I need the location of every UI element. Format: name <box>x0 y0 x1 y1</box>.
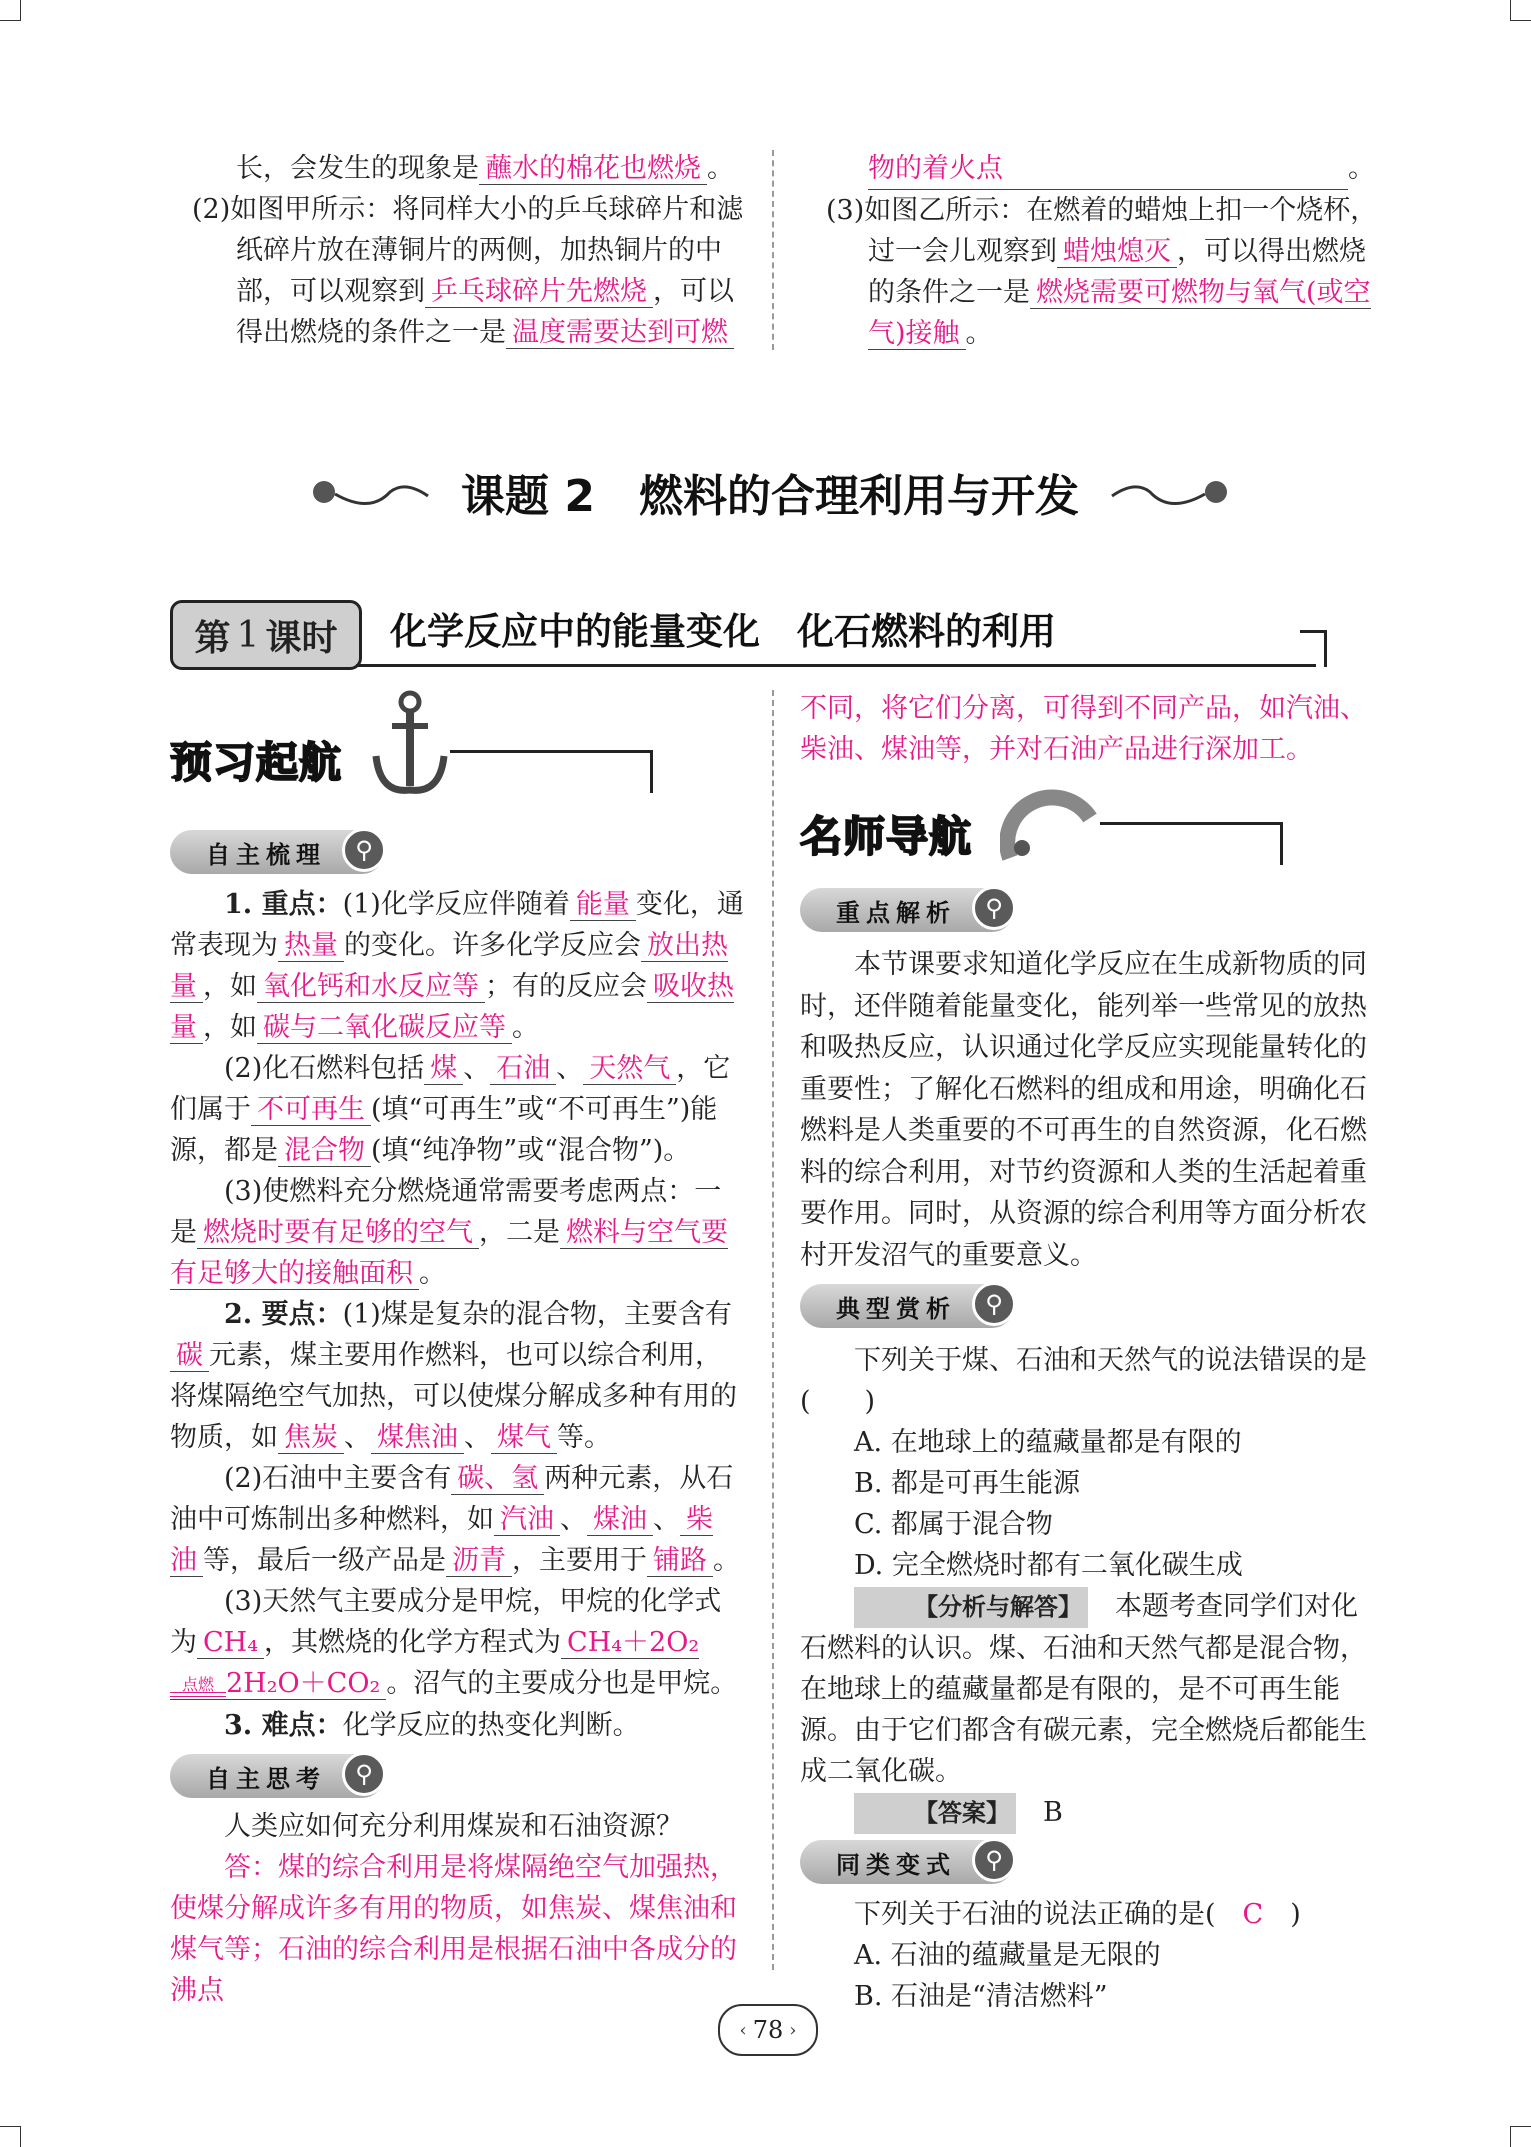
crop-mark <box>0 2126 21 2147</box>
example-question: 下列关于煤、石油和天然气的说法错误的是( ) <box>800 1345 1367 1417</box>
example-option-a: A. 在地球上的蕴藏量都是有限的 <box>854 1427 1242 1458</box>
magnifier-icon: ⚲ <box>972 886 1016 930</box>
page-number: 78 <box>752 2016 784 2044</box>
answer-blank: 燃烧需要可燃物与氧气(或空气)接触 <box>868 277 1371 349</box>
main-point-3: (3)天然气主要成分是甲烷，甲烷的化学式为 CH₄ ，其燃烧的化学方程式为 CH₄＋2O₂点燃 2H₂O＋CO₂ 。沼气的主要成分也是甲烷。 <box>170 1586 738 1699</box>
pill-example: 典型赏析 ⚲ <box>800 1284 1014 1328</box>
key-analysis-text: 本节课要求知道化学反应在生成新物质的同时，还伴随着能量变化，能列举一些常见的放热和吸热反应，认识通过化学反应实现能量转化的重要性；了解化石燃料的组成和用途，明确化石燃料是人类重要的不可再生的自然资源，化石燃料的综合利用，对节约资源和人类的生活起着重要作用。同时，从资源的综合利用等方面分析农村开发沼气的重要意义。 <box>800 949 1367 1271</box>
chevron-left-icon: ‹ <box>739 2019 747 2041</box>
answer-tag: 【答案】 <box>854 1793 1016 1834</box>
pill-self-review: 自主梳理 ⚲ <box>170 830 384 874</box>
magnifier-icon: ⚲ <box>972 1282 1016 1326</box>
badge-frame <box>450 750 653 793</box>
column-divider-top <box>772 150 774 350</box>
crop-mark <box>1510 2126 1531 2147</box>
lesson-title: 课题 2 燃料的合理利用与开发 <box>461 471 1079 522</box>
answer-blank: 乒乓球碎片先燃烧 <box>425 276 653 308</box>
question-2: (2)如图甲所示：将同样大小的乒乓球碎片和滤纸碎片放在薄铜片的两侧，加热铜片的中部，可以观察到 乒乓球碎片先燃烧 ，可以得出燃烧的条件之一是 温度需要达到可燃 <box>192 194 744 348</box>
pill-self-review-wrap <box>170 820 744 884</box>
preview-badge-area <box>170 690 744 820</box>
crop-mark <box>0 0 21 21</box>
pill-self-think-wrap <box>170 1746 744 1806</box>
column-divider-main <box>772 690 774 1970</box>
analysis-tag: 【分析与解答】 <box>854 1587 1088 1628</box>
lesson-title-bar <box>310 460 1230 534</box>
preview-badge: 预习起航 <box>170 738 343 787</box>
page-number-badge <box>718 2004 818 2056</box>
answer-blank: 温度需要达到可燃 <box>506 317 734 349</box>
section-corner <box>1300 630 1327 667</box>
guide-badge: 名师导航 <box>800 812 973 861</box>
main-point-2: (2)石油中主要含有 碳、氢 两种元素，从石油中可炼制出多种燃料，如 汽油 、 煤油 、 柴油 等，最后一级产品是 沥青 ，主要用于 铺路 。 <box>170 1463 740 1576</box>
pill-key-analysis-wrap <box>800 880 1374 944</box>
section-header <box>170 600 1340 672</box>
top-left-line1: 长，会发生的现象是 蘸水的棉花也燃烧 。 <box>236 153 734 184</box>
magnifier-icon: ⚲ <box>342 828 386 872</box>
gauge-icon <box>1000 778 1100 868</box>
example-option-c: C. 都属于混合物 <box>854 1509 1053 1540</box>
think-answer: 答：煤的综合利用是将煤隔绝空气加强热，使煤分解成许多有用的物质，如焦炭、煤焦油和煤气等；石油的综合利用是根据石油中各成分的沸点 <box>170 1852 737 2006</box>
variant-question: 下列关于石油的说法正确的是( C ) <box>854 1899 1301 1930</box>
key-point-3: (3)使燃料充分燃烧通常需要考虑两点：一是 燃烧时要有足够的空气 ，二是 燃料与空气要有足够大的接触面积 。 <box>170 1176 728 1289</box>
main-point-1: 2. 要点：(1)煤是复杂的混合物，主要含有碳 元素，煤主要用作燃料，也可以综合利用，将煤隔绝空气加热，可以使煤分解成多种有用的物质，如 焦炭 、 煤焦油 、 煤气 等。 <box>170 1299 737 1453</box>
example-answer: 【答案】 B <box>800 1792 1374 1834</box>
pill-example-wrap <box>800 1276 1374 1340</box>
top-right-line1: 物的着火点 。 <box>826 148 1378 190</box>
pill-variant-wrap <box>800 1834 1374 1894</box>
think-question: 人类应如何充分利用煤炭和石油资源？ <box>224 1811 683 1842</box>
pill-key-analysis: 重点解析 ⚲ <box>800 888 1014 932</box>
key-point-2: (2)化石燃料包括 煤 、 石油 、 天然气 ，它们属于 不可再生 (填“可再生”或“不可再生”)能源，都是 混合物 (填“纯净物”或“混合物”)。 <box>170 1053 731 1166</box>
pill-self-think: 自主思考 ⚲ <box>170 1754 384 1798</box>
magnifier-icon: ⚲ <box>972 1838 1016 1882</box>
right-column <box>800 688 1374 2017</box>
example-analysis: 【分析与解答】 本题考查同学们对化石燃料的认识。煤、石油和天然气都是混合物，在地球上的蕴藏量都是有限的，是不可再生能源。由于它们都含有碳元素，完全燃烧后都能生成二氧化碳。 <box>800 1586 1374 1792</box>
pill-variant: 同类变式 ⚲ <box>800 1840 1014 1884</box>
badge-frame <box>1100 822 1283 865</box>
swirl-left-icon <box>310 474 430 514</box>
answer-blank: 物的着火点 <box>868 148 1348 190</box>
left-column <box>170 690 744 2011</box>
answer-blank: 蜡烛熄灭 <box>1057 236 1177 268</box>
top-left-column <box>192 148 744 353</box>
anchor-icon <box>370 690 450 800</box>
section-title: 化学反应中的能量变化 化石燃料的利用 <box>390 610 1056 653</box>
example-option-b: B. 都是可再生能源 <box>854 1468 1081 1499</box>
top-right-column <box>826 148 1378 354</box>
difficult-point: 3. 难点：化学反应的热变化判断。 <box>224 1710 640 1741</box>
variant-option-a: A. 石油的蕴藏量是无限的 <box>854 1940 1161 1971</box>
chevron-right-icon: › <box>789 2019 797 2041</box>
guide-badge-area <box>800 770 1374 880</box>
think-answer-continued: 不同，将它们分离，可得到不同产品，如汽油、柴油、煤油等，并对石油产品进行深加工。 <box>800 693 1367 765</box>
magnifier-icon: ⚲ <box>342 1752 386 1796</box>
variant-option-b: B. 石油是“清洁燃料” <box>854 1981 1108 2012</box>
equation-blank: CH₄＋2O₂点燃 2H₂O＋CO₂ <box>170 1627 699 1700</box>
question-3: (3)如图乙所示：在燃着的蜡烛上扣一个烧杯，过一会儿观察到 蜡烛熄灭 ，可以得出燃烧的条件之一是 燃烧需要可燃物与氧气(或空气)接触 。 <box>826 195 1378 349</box>
answer-blank: 蘸水的棉花也燃烧 <box>479 153 707 185</box>
section-badge: 第 1 课时 <box>170 600 362 670</box>
key-point-1: 1. 重点：(1)化学反应伴随着 能量 变化，通常表现为 热量 的变化。许多化学反应会 放出热量 ，如 氧化钙和水反应等 ；有的反应会 吸收热量 ，如 碳与二氧化碳反应等 。 <box>170 889 744 1043</box>
example-option-d: D. 完全燃烧时都有二氧化碳生成 <box>854 1550 1243 1581</box>
crop-mark <box>1510 0 1531 21</box>
swirl-right-icon <box>1110 474 1230 514</box>
section-underline <box>356 664 1316 667</box>
